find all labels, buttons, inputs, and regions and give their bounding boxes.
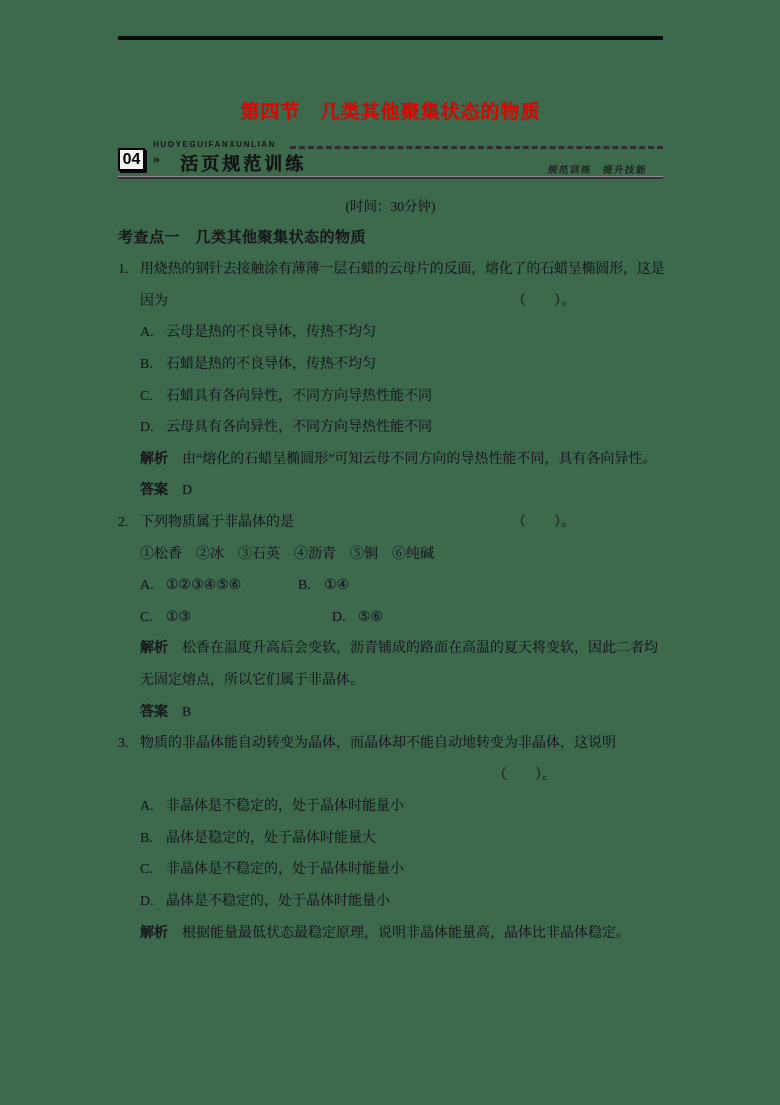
- analysis-block: [118, 918, 663, 950]
- option-a: [118, 317, 663, 349]
- option-b: [118, 823, 663, 855]
- option-text: 非晶体是不稳定的，处于晶体时能量小: [166, 862, 404, 878]
- analysis-label: 解析: [140, 641, 168, 657]
- option-label: B.: [140, 830, 153, 846]
- option-a: [118, 791, 663, 823]
- question-stem-text: 物质的非晶体能自动转变为晶体，而晶体却不能自动地转变为非晶体，这说明: [140, 736, 616, 752]
- option-text: 云母具有各向异性，不同方向导热性能不同: [166, 420, 432, 436]
- option-text: 云母是热的不良导体，传热不均匀: [166, 325, 376, 341]
- time-note: (时间：30分钟): [345, 199, 436, 214]
- dotted-divider: [290, 146, 663, 149]
- option-label: A.: [140, 799, 154, 815]
- question-stem-text: 用烧热的钢针去接触涂有薄薄一层石蜡的云母片的反面，熔化了的石蜡呈椭圆形，这是: [140, 262, 665, 278]
- answer-label: 答案: [140, 483, 168, 499]
- analysis-label: 解析: [140, 451, 168, 467]
- question-2: [118, 507, 663, 728]
- option-d: [118, 412, 663, 444]
- analysis-block: [118, 444, 663, 476]
- option-c: [140, 602, 332, 634]
- question-stem: [118, 254, 663, 286]
- analysis-text: 根据能量最低状态最稳定原理，说明非晶体能量高，晶体比非晶体稳定。: [182, 925, 630, 941]
- option-text: ①④: [324, 578, 350, 594]
- worksheet-body: [118, 191, 663, 949]
- answer-bracket: （ ）。: [512, 293, 575, 309]
- option-d: [118, 886, 663, 918]
- option-label: C.: [140, 609, 153, 625]
- option-text: 晶体是不稳定的，处于晶体时能量小: [166, 894, 390, 910]
- question-stem: [118, 507, 663, 539]
- question-stem-text: 因为: [140, 293, 168, 309]
- option-text: ①②③④⑤⑥: [166, 578, 242, 594]
- question-1: [118, 254, 663, 507]
- question-stem: [118, 728, 663, 760]
- question-number: 2.: [118, 514, 129, 530]
- section-number-badge: 04: [118, 148, 145, 171]
- option-label: B.: [140, 356, 153, 372]
- document-content: [118, 0, 663, 1105]
- chevron-right-icon: »: [153, 152, 160, 167]
- option-b: [298, 570, 349, 602]
- option-text: ⑤⑥: [358, 609, 384, 625]
- option-label: B.: [298, 578, 311, 594]
- option-label: A.: [140, 325, 154, 341]
- option-label: A.: [140, 578, 154, 594]
- option-label: D.: [332, 609, 346, 625]
- options-row-cd: [118, 602, 663, 634]
- top-rule: [118, 36, 663, 40]
- option-a: [140, 570, 298, 602]
- analysis-block: [118, 633, 663, 696]
- question-3: [118, 728, 663, 949]
- option-d: [332, 602, 383, 634]
- question-number: 3.: [118, 736, 129, 752]
- answer-value: B: [182, 704, 193, 720]
- option-text: 石蜡具有各向异性，不同方向导热性能不同: [166, 388, 432, 404]
- question-items: ①松香 ②冰 ③石英 ④沥青 ⑤铜 ⑥纯碱: [140, 546, 434, 562]
- answer-block: [118, 475, 663, 507]
- option-c: [118, 381, 663, 413]
- option-text: ①③: [166, 609, 192, 625]
- page-title: 第四节 几类其他聚集状态的物质: [240, 102, 541, 123]
- options-row-ab: [118, 570, 663, 602]
- answer-bracket: （ ）。: [512, 514, 575, 530]
- analysis-text: 由“熔化的石蜡呈椭圆形”可知云母不同方向的导热性能不同，具有各向异性。: [182, 451, 657, 467]
- answer-value: D: [182, 483, 194, 499]
- section-heading: 考查点一 几类其他聚集状态的物质: [118, 229, 367, 246]
- analysis-label: 解析: [140, 925, 168, 941]
- option-label: D.: [140, 420, 154, 436]
- section-banner: [118, 141, 663, 177]
- banner-title: 活页规范训练: [180, 154, 306, 174]
- banner-tagline: 规范训练 提升技能: [547, 166, 648, 176]
- option-label: C.: [140, 862, 153, 878]
- analysis-text: 松香在温度升高后会变软，沥青铺成的路面在高温的夏天将变软，因此二者均无固定熔点，所以它们属于非晶体。: [140, 641, 658, 688]
- answer-bracket: （ ）。: [493, 767, 556, 783]
- question-stem-text: 下列物质属于非晶体的是: [140, 514, 294, 530]
- option-label: D.: [140, 894, 154, 910]
- banner-pinyin-text: HUOYEGUIFANXUNLIAN: [153, 140, 277, 149]
- option-text: 石蜡是热的不良导体，传热不均匀: [166, 356, 376, 372]
- answer-block: [118, 697, 663, 729]
- question-number: 1.: [118, 262, 129, 278]
- question-stem-continuation: [118, 286, 663, 318]
- banner-underline: [118, 176, 663, 179]
- answer-label: 答案: [140, 704, 168, 720]
- option-c: [118, 854, 663, 886]
- option-label: C.: [140, 388, 153, 404]
- option-text: 非晶体是不稳定的，处于晶体时能量小: [166, 799, 404, 815]
- option-text: 晶体是稳定的，处于晶体时能量大: [166, 830, 376, 846]
- option-b: [118, 349, 663, 381]
